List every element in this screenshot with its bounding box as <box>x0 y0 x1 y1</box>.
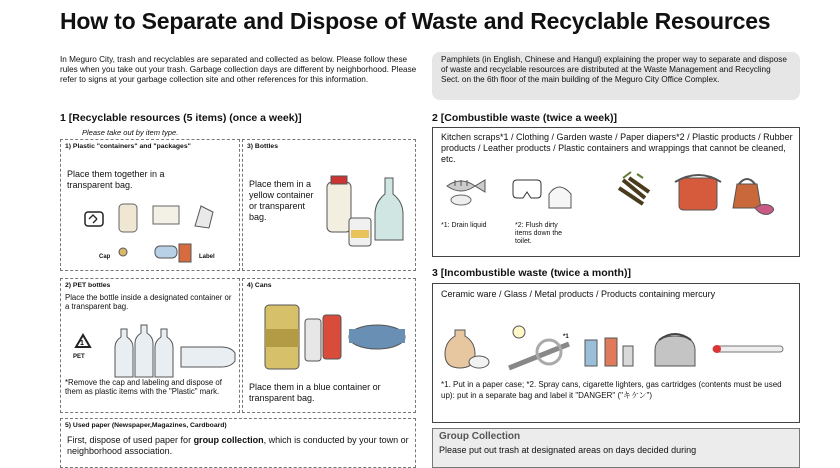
combustible-note-1: *1: Drain liquid <box>441 222 487 229</box>
paper-text-end: , which is conducted by your town or neighborhood association. <box>67 435 409 456</box>
svg-text:1: 1 <box>80 340 84 347</box>
pamphlet-notice: Pamphlets (in English, Chinese and Hangul) explaining the proper way to separate and dispose of waste and recyclable resources are distributed at the Waste Management and Recycling Sect. on the 6th floor of the main building of the Meguro City Office Complex. <box>432 52 800 100</box>
intro-text: In Meguro City, trash and recyclables are separated and collected as below. Please follow these rules when you take out your trash. Garbage collection days are different by neighborhood. Please refer to signs at your garbage collection site and other references for this information. <box>60 55 417 84</box>
cans-title: 4) Cans <box>247 282 272 289</box>
incombustible-note: *1. Put in a paper case; *2. Spray cans, cigarette lighters, gas cartridges (contents must be used up): put in a separate bag and label it "DANGER" ("キケン") <box>441 380 782 400</box>
paper-text-group-collection: group collection <box>193 435 264 445</box>
combustible-note-2: *2: Flush dirty items down the toilet. <box>515 222 563 245</box>
plastic-items-illustration <box>61 140 241 272</box>
group-collection-box <box>432 428 800 468</box>
bottles-illustration <box>243 140 417 272</box>
paper-title: 5) Used paper (Newspaper,Magazines, Cardboard) <box>65 422 227 429</box>
combustible-heading: 2 [Combustible waste (twice a week)] <box>432 112 617 124</box>
bottles-box <box>242 139 416 271</box>
incombustible-box <box>432 283 800 423</box>
page-title: How to Separate and Dispose of Waste and Recyclable Resources <box>60 8 771 34</box>
group-collection-heading: Group Collection <box>439 431 521 442</box>
incombustible-illustration <box>433 284 801 424</box>
combustible-illustration <box>433 128 801 258</box>
pet-box <box>60 278 240 413</box>
plastic-box <box>60 139 240 271</box>
pet-text: Place the bottle inside a designated container or a transparent bag. <box>65 293 232 311</box>
label-label: Label <box>199 254 215 260</box>
combustible-box <box>432 127 800 257</box>
cans-box <box>242 278 416 413</box>
incombustible-text: Ceramic ware / Glass / Metal products / Products containing mercury <box>441 289 716 299</box>
cap-label: Cap <box>99 254 111 260</box>
recyclable-heading: 1 [Recyclable resources (5 items) (once a week)] <box>60 112 302 124</box>
group-collection-text: Please put out trash at designated areas on days decided during <box>439 445 697 455</box>
recyclable-subnote: Please take out by item type. <box>82 128 179 137</box>
incombustible-heading: 3 [Incombustible waste (twice a month)] <box>432 267 631 279</box>
pet-note: *Remove the cap and labeling and dispose of them as plastic items with the "Plastic" mark. <box>65 378 222 396</box>
combustible-text: Kitchen scraps*1 / Clothing / Garden waste / Paper diapers*2 / Plastic products / Rubber products / Leather products / Plastic containers and wrappings that cannot be cleaned, etc. <box>441 132 793 164</box>
paper-text-start: First, dispose of used paper for <box>67 435 194 445</box>
plastic-text: Place them together in a transparent bag. <box>67 169 165 190</box>
plastic-title: 1) Plastic "containers" and "packages" <box>65 143 191 150</box>
bottles-title: 3) Bottles <box>247 143 278 150</box>
bottles-text: Place them in a yellow container or transparent bag. <box>249 179 314 222</box>
paper-box <box>60 418 416 468</box>
paper-text <box>67 435 413 457</box>
pet-symbol-label: PET <box>73 354 85 360</box>
incombustible-mark: *1 <box>563 334 569 340</box>
cans-text: Place them in a blue container or transparent bag. <box>249 382 381 403</box>
pet-title: 2) PET bottles <box>65 282 111 289</box>
